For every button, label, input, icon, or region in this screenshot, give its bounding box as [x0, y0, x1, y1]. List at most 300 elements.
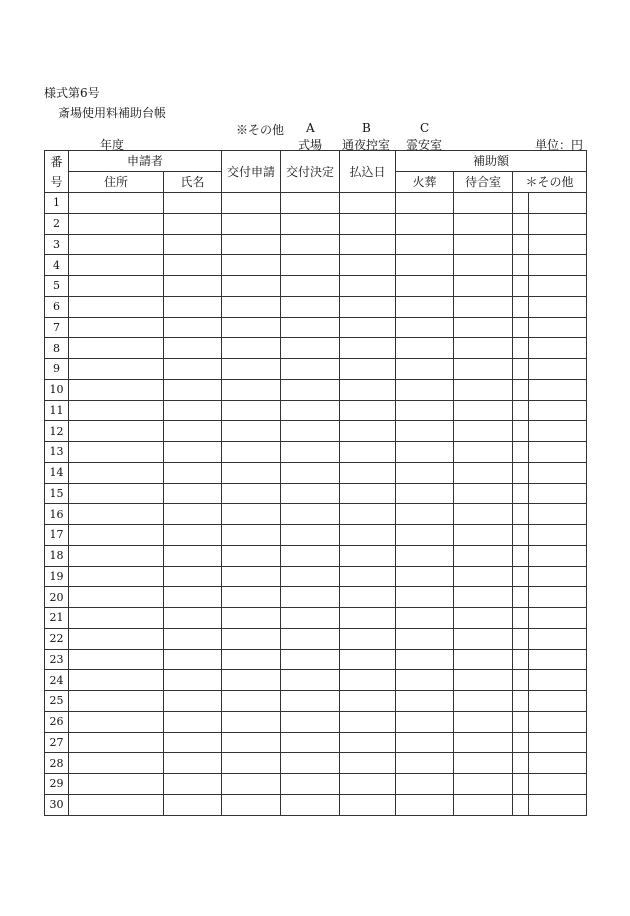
- name-cell: [164, 545, 222, 566]
- fiscal-year-label: 年度: [100, 138, 125, 152]
- row-number: 29: [45, 774, 69, 795]
- other-amount-cell: [529, 213, 587, 234]
- address-cell: [69, 670, 164, 691]
- other-code-cell: [513, 732, 529, 753]
- issue-decision-cell: [281, 193, 340, 214]
- name-cell: [164, 400, 222, 421]
- issue-application-cell: [222, 628, 281, 649]
- other-code-cell: [513, 566, 529, 587]
- unit-label: 単位：円: [535, 138, 584, 152]
- cremation-cell: [396, 400, 454, 421]
- issue-application-cell: [222, 753, 281, 774]
- issue-application-cell: [222, 193, 281, 214]
- issue-decision-cell: [281, 691, 340, 712]
- address-cell: [69, 649, 164, 670]
- table-row: [45, 566, 587, 587]
- other-code-cell: [513, 649, 529, 670]
- cremation-cell: [396, 276, 454, 297]
- waiting-room-cell: [454, 504, 513, 525]
- issue-application-cell: [222, 379, 281, 400]
- other-amount-cell: [529, 442, 587, 463]
- row-number: 8: [45, 338, 69, 359]
- issue-decision-cell: [281, 213, 340, 234]
- table-row: [45, 504, 587, 525]
- row-number: 27: [45, 732, 69, 753]
- other-code-cell: [513, 317, 529, 338]
- payment-date-cell: [340, 421, 396, 442]
- number-header-top: 番: [50, 154, 63, 169]
- code-b-label: 通夜控室: [342, 138, 391, 152]
- other-code-cell: [513, 193, 529, 214]
- payment-date-cell: [340, 670, 396, 691]
- table-row: [45, 525, 587, 546]
- address-cell: [69, 794, 164, 815]
- issue-application-cell: [222, 213, 281, 234]
- payment-date-cell: [340, 276, 396, 297]
- code-c-letter: C: [420, 121, 430, 135]
- other-code-cell: [513, 711, 529, 732]
- other-code-cell: [513, 525, 529, 546]
- row-number: 25: [45, 691, 69, 712]
- other-code-cell: [513, 794, 529, 815]
- other-amount-cell: [529, 338, 587, 359]
- code-a-label: 式場: [298, 138, 323, 152]
- issue-application-header: 交付申請: [222, 151, 281, 193]
- number-header-bottom: 号: [50, 174, 63, 189]
- waiting-room-cell: [454, 525, 513, 546]
- other-amount-cell: [529, 794, 587, 815]
- row-number: 12: [45, 421, 69, 442]
- issue-decision-cell: [281, 234, 340, 255]
- address-cell: [69, 234, 164, 255]
- address-cell: [69, 545, 164, 566]
- name-cell: [164, 296, 222, 317]
- issue-application-cell: [222, 359, 281, 380]
- issue-application-cell: [222, 545, 281, 566]
- issue-decision-cell: [281, 483, 340, 504]
- issue-decision-cell: [281, 711, 340, 732]
- issue-application-cell: [222, 504, 281, 525]
- other-amount-cell: [529, 753, 587, 774]
- name-cell: [164, 670, 222, 691]
- issue-application-cell: [222, 338, 281, 359]
- other-amount-cell: [529, 732, 587, 753]
- table-row: [45, 276, 587, 297]
- payment-date-cell: [340, 753, 396, 774]
- issue-application-cell: [222, 525, 281, 546]
- cremation-cell: [396, 296, 454, 317]
- payment-date-cell: [340, 483, 396, 504]
- issue-decision-cell: [281, 628, 340, 649]
- row-number: 6: [45, 296, 69, 317]
- name-cell: [164, 753, 222, 774]
- waiting-room-cell: [454, 753, 513, 774]
- cremation-cell: [396, 462, 454, 483]
- payment-date-cell: [340, 774, 396, 795]
- address-cell: [69, 400, 164, 421]
- other-amount-cell: [529, 317, 587, 338]
- payment-date-cell: [340, 359, 396, 380]
- issue-decision-cell: [281, 587, 340, 608]
- issue-decision-header: 交付決定: [281, 151, 340, 193]
- waiting-room-cell: [454, 359, 513, 380]
- cremation-cell: [396, 193, 454, 214]
- issue-decision-cell: [281, 296, 340, 317]
- table-row: [45, 296, 587, 317]
- issue-application-cell: [222, 691, 281, 712]
- issue-decision-cell: [281, 753, 340, 774]
- issue-decision-cell: [281, 462, 340, 483]
- table-row: [45, 234, 587, 255]
- payment-date-cell: [340, 234, 396, 255]
- issue-decision-cell: [281, 774, 340, 795]
- payment-date-cell: [340, 794, 396, 815]
- other-amount-cell: [529, 504, 587, 525]
- document-title: 斎場使用料補助台帳: [58, 106, 167, 120]
- name-cell: [164, 255, 222, 276]
- name-cell: [164, 649, 222, 670]
- table-row: [45, 649, 587, 670]
- issue-decision-cell: [281, 794, 340, 815]
- waiting-room-cell: [454, 711, 513, 732]
- table-row: [45, 421, 587, 442]
- row-number: 28: [45, 753, 69, 774]
- row-number: 23: [45, 649, 69, 670]
- payment-date-cell: [340, 628, 396, 649]
- cremation-cell: [396, 753, 454, 774]
- issue-application-cell: [222, 483, 281, 504]
- other-amount-cell: [529, 421, 587, 442]
- issue-application-cell: [222, 649, 281, 670]
- payment-date-cell: [340, 442, 396, 463]
- issue-decision-cell: [281, 317, 340, 338]
- address-cell: [69, 753, 164, 774]
- payment-date-cell: [340, 255, 396, 276]
- address-cell: [69, 504, 164, 525]
- waiting-room-cell: [454, 545, 513, 566]
- other-amount-cell: [529, 379, 587, 400]
- address-cell: [69, 711, 164, 732]
- address-cell: [69, 276, 164, 297]
- address-cell: [69, 566, 164, 587]
- form-number: 様式第6号: [44, 86, 100, 100]
- other-code-cell: [513, 587, 529, 608]
- other-code-cell: [513, 421, 529, 442]
- table-row: [45, 359, 587, 380]
- payment-date-cell: [340, 711, 396, 732]
- other-code-cell: [513, 276, 529, 297]
- table-row: [45, 732, 587, 753]
- waiting-room-cell: [454, 628, 513, 649]
- other-code-cell: [513, 628, 529, 649]
- issue-application-cell: [222, 276, 281, 297]
- issue-decision-cell: [281, 608, 340, 629]
- address-cell: [69, 691, 164, 712]
- other-code-cell: [513, 255, 529, 276]
- table-row: [45, 462, 587, 483]
- header-row-1: [45, 151, 587, 172]
- address-cell: [69, 732, 164, 753]
- table-row: [45, 753, 587, 774]
- cremation-cell: [396, 608, 454, 629]
- table-row: [45, 628, 587, 649]
- name-cell: [164, 608, 222, 629]
- row-number: 20: [45, 587, 69, 608]
- payment-date-cell: [340, 317, 396, 338]
- name-cell: [164, 317, 222, 338]
- payment-date-cell: [340, 649, 396, 670]
- name-cell: [164, 421, 222, 442]
- issue-decision-cell: [281, 670, 340, 691]
- applicant-header: 申請者: [69, 151, 222, 172]
- other-code-cell: [513, 338, 529, 359]
- waiting-room-cell: [454, 338, 513, 359]
- waiting-room-cell: [454, 234, 513, 255]
- issue-decision-cell: [281, 255, 340, 276]
- other-amount-cell: [529, 234, 587, 255]
- row-number: 24: [45, 670, 69, 691]
- table-row: [45, 670, 587, 691]
- row-number: 7: [45, 317, 69, 338]
- address-cell: [69, 193, 164, 214]
- waiting-room-cell: [454, 587, 513, 608]
- issue-application-cell: [222, 794, 281, 815]
- issue-application-cell: [222, 462, 281, 483]
- cremation-cell: [396, 566, 454, 587]
- issue-decision-cell: [281, 359, 340, 380]
- row-number: 15: [45, 483, 69, 504]
- issue-application-cell: [222, 587, 281, 608]
- address-cell: [69, 483, 164, 504]
- other-amount-cell: [529, 545, 587, 566]
- cremation-cell: [396, 359, 454, 380]
- issue-decision-cell: [281, 400, 340, 421]
- issue-application-cell: [222, 317, 281, 338]
- address-cell: [69, 442, 164, 463]
- other-code-cell: [513, 442, 529, 463]
- other-amount-cell: [529, 691, 587, 712]
- address-cell: [69, 213, 164, 234]
- issue-decision-cell: [281, 442, 340, 463]
- other-amount-cell: [529, 255, 587, 276]
- table-row: [45, 774, 587, 795]
- address-cell: [69, 317, 164, 338]
- table-row: [45, 587, 587, 608]
- other-amount-cell: [529, 608, 587, 629]
- other-amount-cell: [529, 566, 587, 587]
- row-number: 3: [45, 234, 69, 255]
- waiting-room-cell: [454, 483, 513, 504]
- row-number: 30: [45, 794, 69, 815]
- cremation-cell: [396, 649, 454, 670]
- name-cell: [164, 774, 222, 795]
- other-code-cell: [513, 504, 529, 525]
- cremation-cell: [396, 670, 454, 691]
- other-amount-cell: [529, 483, 587, 504]
- other-amount-cell: [529, 462, 587, 483]
- issue-decision-cell: [281, 545, 340, 566]
- other-code-cell: [513, 213, 529, 234]
- waiting-room-cell: [454, 670, 513, 691]
- address-cell: [69, 628, 164, 649]
- other-code-cell: [513, 359, 529, 380]
- name-cell: [164, 276, 222, 297]
- payment-date-cell: [340, 213, 396, 234]
- cremation-cell: [396, 234, 454, 255]
- cremation-cell: [396, 525, 454, 546]
- name-cell: [164, 379, 222, 400]
- payment-date-cell: [340, 338, 396, 359]
- cremation-cell: [396, 545, 454, 566]
- table-row: [45, 317, 587, 338]
- other-note: ※その他: [236, 123, 285, 137]
- table-row: [45, 711, 587, 732]
- name-cell: [164, 193, 222, 214]
- name-cell: [164, 566, 222, 587]
- table-row: [45, 483, 587, 504]
- cremation-cell: [396, 691, 454, 712]
- other-amount-cell: [529, 587, 587, 608]
- row-number: 19: [45, 566, 69, 587]
- row-number: 13: [45, 442, 69, 463]
- waiting-room-cell: [454, 732, 513, 753]
- issue-decision-cell: [281, 379, 340, 400]
- table-row: [45, 794, 587, 815]
- address-cell: [69, 255, 164, 276]
- issue-application-cell: [222, 566, 281, 587]
- issue-decision-cell: [281, 504, 340, 525]
- name-cell: [164, 794, 222, 815]
- waiting-room-cell: [454, 193, 513, 214]
- code-c-label: 霊安室: [406, 138, 443, 152]
- table-row: [45, 338, 587, 359]
- name-cell: [164, 213, 222, 234]
- other-code-cell: [513, 545, 529, 566]
- payment-date-cell: [340, 296, 396, 317]
- payment-date-cell: [340, 400, 396, 421]
- waiting-room-cell: [454, 317, 513, 338]
- name-cell: [164, 442, 222, 463]
- other-amount-cell: [529, 628, 587, 649]
- number-header: [45, 151, 69, 193]
- name-cell: [164, 587, 222, 608]
- name-cell: [164, 711, 222, 732]
- code-a-letter: A: [306, 121, 315, 135]
- waiting-room-cell: [454, 649, 513, 670]
- issue-decision-cell: [281, 276, 340, 297]
- table-row: [45, 255, 587, 276]
- address-cell: [69, 774, 164, 795]
- cremation-cell: [396, 711, 454, 732]
- payment-date-cell: [340, 193, 396, 214]
- name-cell: [164, 628, 222, 649]
- address-header: 住所: [69, 172, 164, 193]
- payment-date-cell: [340, 379, 396, 400]
- waiting-room-header: 待合室: [454, 172, 513, 193]
- other-code-cell: [513, 691, 529, 712]
- row-number: 1: [45, 193, 69, 214]
- row-number: 5: [45, 276, 69, 297]
- waiting-room-cell: [454, 566, 513, 587]
- other-amount-cell: [529, 649, 587, 670]
- cremation-cell: [396, 379, 454, 400]
- address-cell: [69, 525, 164, 546]
- code-b-letter: B: [362, 121, 371, 135]
- issue-decision-cell: [281, 421, 340, 442]
- waiting-room-cell: [454, 213, 513, 234]
- address-cell: [69, 338, 164, 359]
- name-cell: [164, 691, 222, 712]
- waiting-room-cell: [454, 421, 513, 442]
- address-cell: [69, 379, 164, 400]
- table-row: [45, 608, 587, 629]
- other-code-cell: [513, 774, 529, 795]
- cremation-cell: [396, 587, 454, 608]
- table-row: [45, 545, 587, 566]
- other-code-cell: [513, 462, 529, 483]
- row-number: 21: [45, 608, 69, 629]
- payment-date-header: 払込日: [340, 151, 396, 193]
- waiting-room-cell: [454, 462, 513, 483]
- issue-application-cell: [222, 732, 281, 753]
- other-code-cell: [513, 670, 529, 691]
- waiting-room-cell: [454, 255, 513, 276]
- waiting-room-cell: [454, 379, 513, 400]
- waiting-room-cell: [454, 608, 513, 629]
- issue-decision-cell: [281, 525, 340, 546]
- other-amount-cell: [529, 711, 587, 732]
- row-number: 10: [45, 379, 69, 400]
- other-code-cell: [513, 296, 529, 317]
- issue-application-cell: [222, 234, 281, 255]
- other-code-cell: [513, 379, 529, 400]
- cremation-header: 火葬: [396, 172, 454, 193]
- waiting-room-cell: [454, 774, 513, 795]
- name-cell: [164, 483, 222, 504]
- row-number: 11: [45, 400, 69, 421]
- waiting-room-cell: [454, 296, 513, 317]
- other-amount-cell: [529, 296, 587, 317]
- waiting-room-cell: [454, 691, 513, 712]
- table-row: [45, 400, 587, 421]
- issue-decision-cell: [281, 338, 340, 359]
- waiting-room-cell: [454, 794, 513, 815]
- issue-decision-cell: [281, 649, 340, 670]
- row-number: 26: [45, 711, 69, 732]
- other-amount-cell: [529, 400, 587, 421]
- row-number: 14: [45, 462, 69, 483]
- row-number: 16: [45, 504, 69, 525]
- row-number: 18: [45, 545, 69, 566]
- issue-decision-cell: [281, 566, 340, 587]
- address-cell: [69, 587, 164, 608]
- address-cell: [69, 462, 164, 483]
- issue-application-cell: [222, 774, 281, 795]
- issue-application-cell: [222, 442, 281, 463]
- table-row: [45, 442, 587, 463]
- name-cell: [164, 732, 222, 753]
- name-cell: [164, 359, 222, 380]
- payment-date-cell: [340, 732, 396, 753]
- other-code-cell: [513, 608, 529, 629]
- issue-application-cell: [222, 296, 281, 317]
- name-cell: [164, 462, 222, 483]
- waiting-room-cell: [454, 442, 513, 463]
- cremation-cell: [396, 483, 454, 504]
- subsidy-amount-header: 補助額: [396, 151, 587, 172]
- table-row: [45, 379, 587, 400]
- address-cell: [69, 296, 164, 317]
